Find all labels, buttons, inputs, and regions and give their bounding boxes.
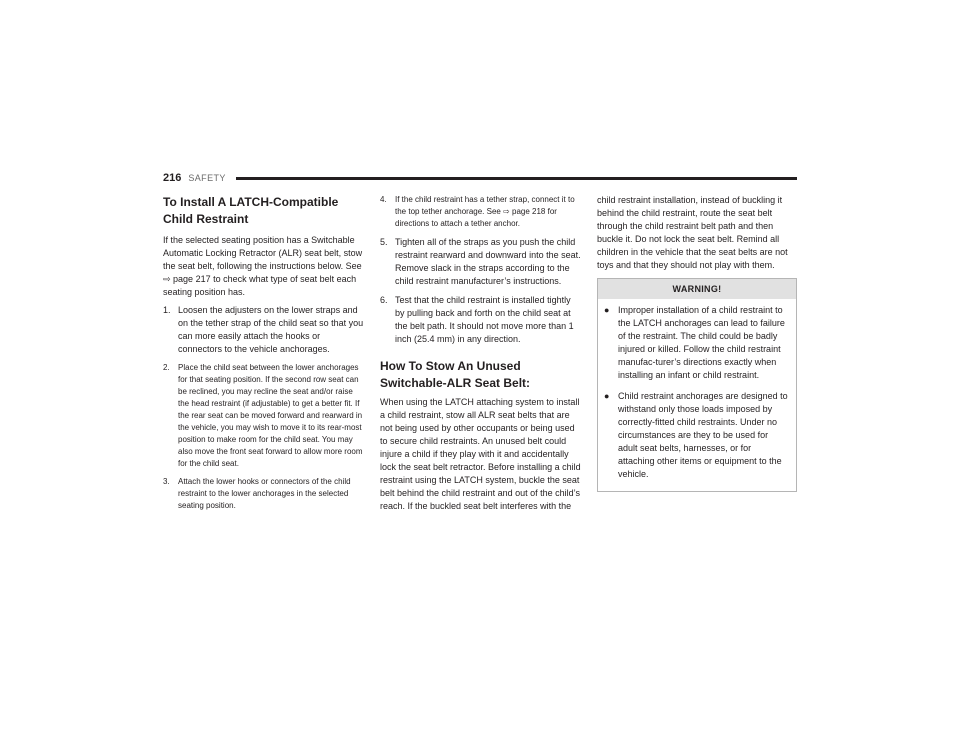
step-number: 1. (163, 305, 171, 315)
list-item (604, 390, 790, 481)
warning-text: Improper installation of a child restraint to the LATCH anchorages can lead to failure of the restraint. The child could be badly injured or killed. Follow the child restraint manufac-turer’s directions exactly when installing an infant or child restraint. (618, 305, 785, 380)
step-text: Loosen the adjusters on the lower straps and on the tether strap of the child seat so that you can more easily attach the hooks or connectors to the vehicle anchorages. (178, 305, 364, 354)
stow-paragraph: When using the LATCH attaching system to install a child restraint, stow all ALR seat belts that are not being used by other occupants or being used to secure child restraints. An unused belt could injure a child if they play with it and accidentally lock the seat belt retractor. Before installing a child restraint using the LATCH system, buckle the seat belt behind the child restraint and out of the child’s reach. If the buckled seat belt interferes with the (380, 397, 581, 511)
page-header (163, 170, 797, 186)
section-label: SAFETY (188, 173, 226, 183)
step-text: Tighten all of the straps as you push the child restraint rearward and downward into the seat. Remove slack in the straps according to the child restraint manufacturer’s instructions. (395, 237, 581, 286)
list-item (380, 236, 582, 288)
intro-paragraph: If the selected seating position has a Switchable Automatic Locking Retractor (ALR) seat belt, stow the seat belt, following the instructions below. See ⇨ page 217 to check what type of seat belt each seating position has. (163, 235, 363, 297)
warning-title: WARNING! (598, 279, 796, 299)
column-right (597, 194, 797, 492)
list-item (380, 294, 582, 346)
step-text: Attach the lower hooks or connectors of the child restraint to the lower anchorages in the selected seating position. (178, 477, 351, 510)
page-number: 216 (163, 172, 182, 184)
list-item (163, 304, 365, 356)
warning-text: Child restraint anchorages are designed to withstand only those loads imposed by correctly-fitted child restraints. Under no circumstances are they to be used for adult seat belts, harnesses, or for attaching other items or equipment to the vehicle. (618, 391, 788, 479)
warning-box (597, 278, 797, 492)
install-steps-list (163, 304, 365, 512)
list-item (163, 476, 365, 512)
continuation-paragraph: child restraint installation, instead of buckling it behind the child restraint, route the seat belt through the child restraint belt path and then buckle it. Do not lock the seat belt. Remind all children in the vehicle that the seat belts are not toys and that they should not play with them. (597, 195, 788, 270)
column-left (163, 194, 365, 518)
list-item (604, 304, 790, 382)
bullet-icon: ● (604, 391, 610, 401)
bullet-icon: ● (604, 305, 610, 315)
step-number: 2. (163, 363, 170, 372)
step-number: 5. (380, 237, 388, 247)
step-number: 4. (380, 195, 387, 204)
list-item (380, 194, 582, 230)
list-item (163, 362, 365, 470)
step-number: 3. (163, 477, 170, 486)
step-text: If the child restraint has a tether strap, connect it to the top tether anchorage. See ⇨ page 218 for directions to attach a tether anchor. (395, 195, 575, 228)
section-heading-install-latch: To Install A LATCH-Compatible Child Restraint (163, 195, 339, 226)
header-rule (236, 177, 797, 180)
step-text: Test that the child restraint is installed tightly by pulling back and forth on the child seat at the belt path. It should not move more than 1 inch (25.4 mm) in any direction. (395, 295, 574, 344)
column-middle (380, 194, 582, 518)
warning-list (598, 299, 796, 491)
step-text: Place the child seat between the lower anchorages for that seating position. If the second row seat can be reclined, you may recline the seat and/or raise the head restraint (if adjustable) to get a better fit. If the rear seat can be moved forward and rearward in the vehicle, you may wish to move it to its rear-most position to make room for the child seat. You may also move the front seat forward to allow more room for the child seat. (178, 363, 363, 468)
step-number: 6. (380, 295, 388, 305)
section-heading-stow-alr: How To Stow An Unused Switchable-ALR Seat Belt: (380, 359, 531, 390)
install-steps-list-continued (380, 194, 582, 346)
